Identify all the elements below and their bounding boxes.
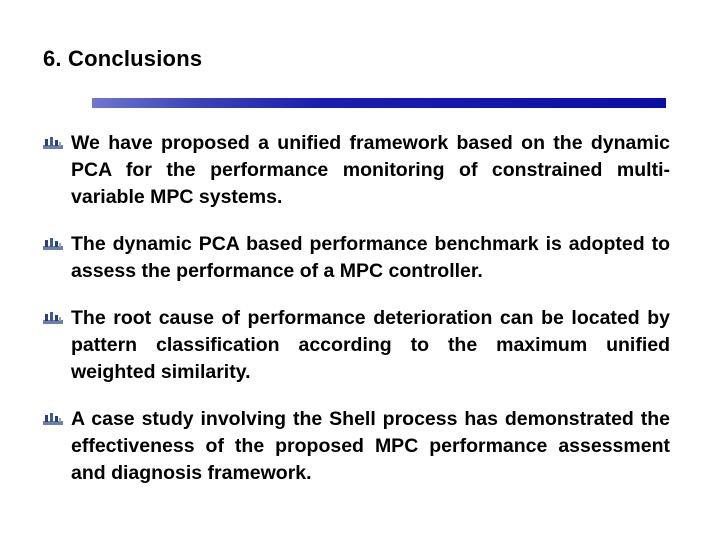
list-item [43, 406, 670, 487]
bullet-icon [43, 136, 63, 150]
bullet-text: The root cause of performance deterioration can be located by pattern classification according to the maximum unified weighted similarity. [71, 307, 670, 383]
title-underline-bar [92, 98, 666, 108]
bullet-text: We have proposed a unified framework based on the dynamic PCA for the performance monitoring of constrained multi-variable MPC systems. [71, 132, 670, 208]
bullet-text: The dynamic PCA based performance benchmark is adopted to assess the performance of a MPC controller. [71, 233, 670, 282]
bullet-icon [43, 412, 63, 426]
conclusions-list [43, 130, 670, 507]
list-item [43, 231, 670, 285]
list-item [43, 130, 670, 211]
bullet-icon [43, 311, 63, 325]
bullet-text: A case study involving the Shell process has demonstrated the effectiveness of the proposed MPC performance assessment and diagnosis framework. [71, 408, 670, 484]
bullet-icon [43, 237, 63, 251]
list-item [43, 305, 670, 386]
slide-title: 6. Conclusions [43, 46, 203, 71]
